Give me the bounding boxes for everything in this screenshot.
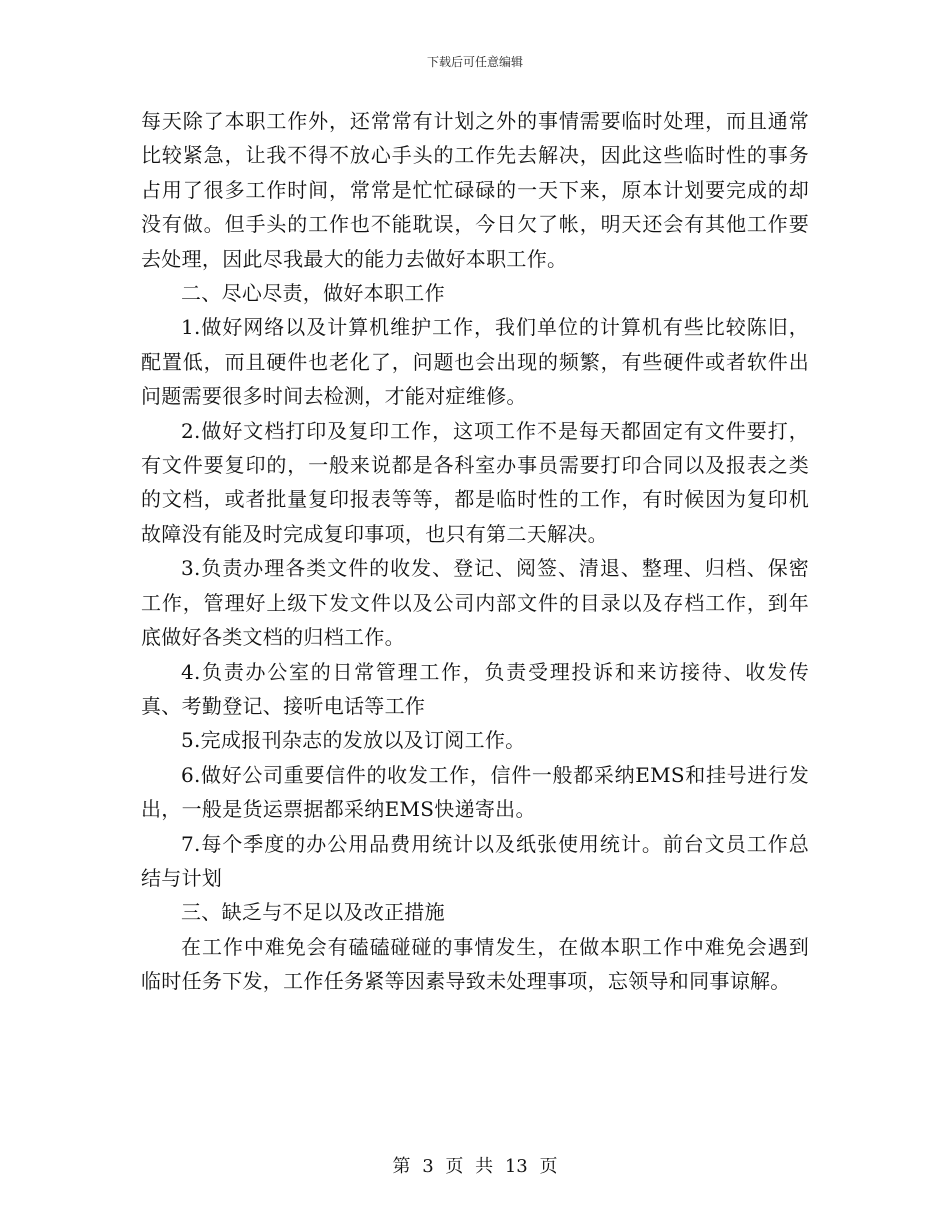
closing-paragraph: 在工作中难免会有磕磕碰碰的事情发生，在做本职工作中难免会遇到临时任务下发，工作任务紧等因素导致未处理事项，忘领导和同事谅解。 [141, 934, 809, 994]
list-item-1: 1.做好网络以及计算机维护工作，我们单位的计算机有些比较陈旧，配置低，而且硬件也老化了，问题也会出现的频繁，有些硬件或者软件出问题需要很多时间去检测，才能对症维修。 [141, 315, 809, 409]
document-body [141, 104, 809, 999]
list-item-2: 2.做好文档打印及复印工作，这项工作不是每天都固定有文件要打，有文件要复印的，一般来说都是各科室办事员需要打印合同以及报表之类的文档，或者批量复印报表等等，都是临时性的工作，有时候因为复印机故障没有能及时完成复印事项，也只有第二天解决。 [141, 418, 809, 546]
list-item-5: 5.完成报刊杂志的发放以及订阅工作。 [181, 728, 526, 753]
list-item-3: 3.负责办理各类文件的收发、登记、阅签、清退、整理、归档、保密工作，管理好上级下发文件以及公司内部文件的目录以及存档工作，到年底做好各类文档的归档工作。 [141, 556, 809, 650]
page-header: 下载后可任意编辑 [426, 55, 523, 69]
list-item-7: 7.每个季度的办公用品费用统计以及纸张使用统计。前台文员工作总结与计划 [141, 831, 809, 890]
list-item-4: 4.负责办公室的日常管理工作，负责受理投诉和来访接待、收发传真、考勤登记、接听电话等工作 [141, 659, 809, 718]
list-item-6: 6.做好公司重要信件的收发工作，信件一般都采纳EMS和挂号进行发出，一般是货运票据都采纳EMS快递寄出。 [141, 762, 809, 822]
page-number: 第 3 页 共 13 页 [392, 1156, 558, 1177]
section-heading-2: 二、尽心尽责，做好本职工作 [181, 281, 445, 306]
section-heading-3: 三、缺乏与不足以及改正措施 [181, 900, 445, 925]
paragraph-continuation: 每天除了本职工作外，还常常有计划之外的事情需要临时处理，而且通常比较紧急，让我不得不放心手头的工作先去解决，因此这些临时性的事务占用了很多工作时间，常常是忙忙碌碌的一天下来，原本计划要完成的却没有做。但手头的工作也不能耽误，今日欠了帐，明天还会有其他工作要去处理，因此尽我最大的能力去做好本职工作。 [141, 109, 809, 271]
